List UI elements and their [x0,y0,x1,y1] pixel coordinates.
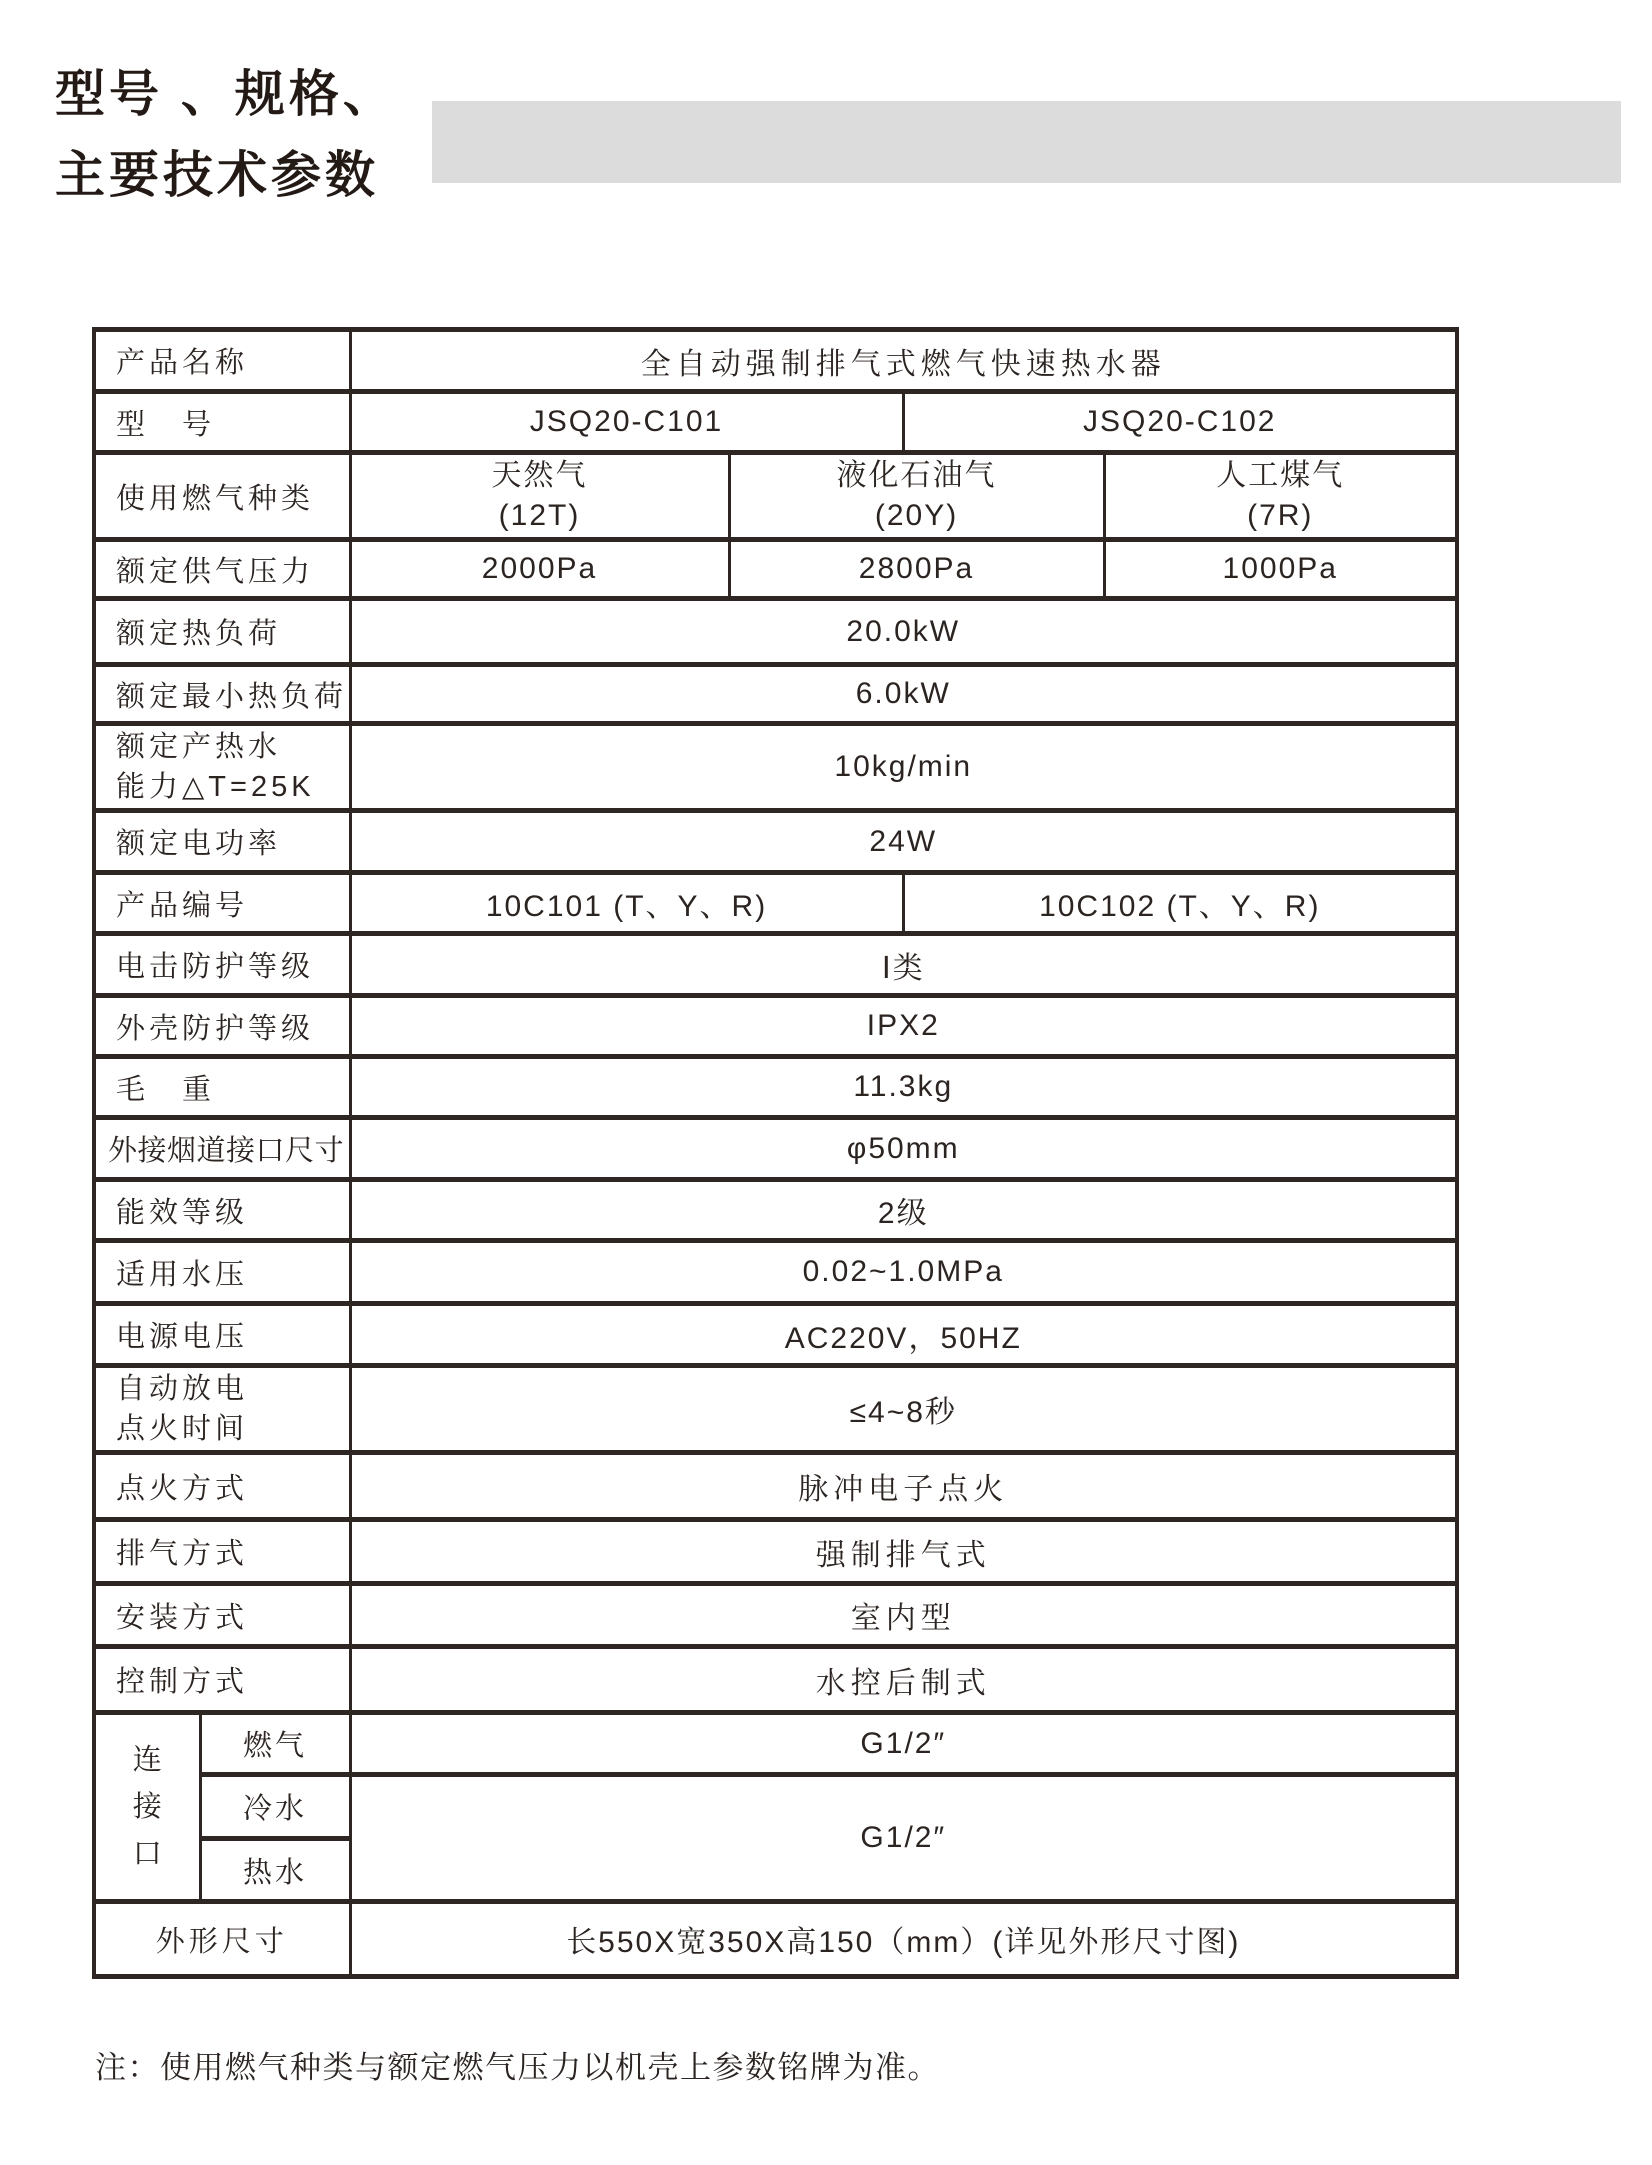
product-code-2: 10C102 (T、Y、R) [903,873,1457,934]
row-ignition-mode [94,1453,1457,1520]
ignition-mode-value: 脉冲电子点火 [350,1453,1457,1520]
shock-protection-label: 电击防护等级 [94,934,350,996]
page-title-line1: 型号 、规格、 [55,66,397,122]
row-energy-efficiency [94,1180,1457,1241]
row-control-mode [94,1647,1457,1713]
row-electric-power [94,811,1457,873]
gross-weight-value: 11.3kg [350,1057,1457,1118]
page-title-line2: 主要技术参数 [55,147,379,203]
row-dimensions [94,1902,1457,1977]
gas-type-coal: 人工煤气 (7R) [1104,453,1457,540]
model-label: 型 号 [94,392,350,453]
row-hot-water-capacity [94,724,1457,811]
gas-type-natural: 天然气 (12T) [350,453,729,540]
row-water-pressure [94,1241,1457,1304]
row-gas-type [94,453,1457,540]
page-title [55,54,397,216]
flue-size-value: φ50mm [350,1118,1457,1180]
connection-cold-label: 冷水 [200,1775,350,1839]
gas-type-label: 使用燃气种类 [94,453,350,540]
row-heat-load [94,599,1457,665]
installation-value: 室内型 [350,1584,1457,1647]
enclosure-protection-label: 外壳防护等级 [94,996,350,1057]
connection-hot-label: 热水 [200,1839,350,1902]
connections-label: 连 接 口 [94,1713,200,1902]
electric-power-value: 24W [350,811,1457,873]
ignition-mode-label: 点火方式 [94,1453,350,1520]
enclosure-protection-value: IPX2 [350,996,1457,1057]
row-min-heat-load [94,665,1457,724]
model-value-1: JSQ20-C101 [350,392,903,453]
row-enclosure-protection [94,996,1457,1057]
row-model [94,392,1457,453]
gas-pressure-label: 额定供气压力 [94,540,350,599]
exhaust-mode-value: 强制排气式 [350,1520,1457,1584]
row-gross-weight [94,1057,1457,1118]
exhaust-mode-label: 排气方式 [94,1520,350,1584]
dimensions-label: 外形尺寸 [94,1902,350,1977]
product-name-label: 产品名称 [94,330,350,392]
row-flue-size [94,1118,1457,1180]
flue-size-label: 外接烟道接口尺寸 [94,1118,350,1180]
product-name-value: 全自动强制排气式燃气快速热水器 [350,330,1457,392]
min-heat-load-value: 6.0kW [350,665,1457,724]
gas-type-lpg: 液化石油气 (20Y) [729,453,1104,540]
row-shock-protection [94,934,1457,996]
row-gas-pressure [94,540,1457,599]
row-power-supply [94,1304,1457,1366]
gross-weight-label: 毛 重 [94,1057,350,1118]
connection-gas-value: G1/2″ [350,1713,1457,1775]
installation-label: 安装方式 [94,1584,350,1647]
gas-pressure-natural: 2000Pa [350,540,729,599]
product-code-label: 产品编号 [94,873,350,934]
control-mode-value: 水控后制式 [350,1647,1457,1713]
spec-table [92,327,1459,1979]
title-accent-bar [432,101,1621,183]
row-installation [94,1584,1457,1647]
min-heat-load-label: 额定最小热负荷 [94,665,350,724]
row-exhaust-mode [94,1520,1457,1584]
hot-water-capacity-value: 10kg/min [350,724,1457,811]
row-product-name [94,330,1457,392]
energy-efficiency-value: 2级 [350,1180,1457,1241]
control-mode-label: 控制方式 [94,1647,350,1713]
power-supply-value: AC220V，50HZ [350,1304,1457,1366]
ignition-time-value: ≤4~8秒 [350,1366,1457,1453]
power-supply-label: 电源电压 [94,1304,350,1366]
connection-gas-label: 燃气 [200,1713,350,1775]
energy-efficiency-label: 能效等级 [94,1180,350,1241]
shock-protection-value: Ⅰ类 [350,934,1457,996]
model-value-2: JSQ20-C102 [903,392,1457,453]
row-product-code [94,873,1457,934]
electric-power-label: 额定电功率 [94,811,350,873]
gas-pressure-lpg: 2800Pa [729,540,1104,599]
water-pressure-value: 0.02~1.0MPa [350,1241,1457,1304]
connection-water-value: G1/2″ [350,1775,1457,1902]
row-ignition-time [94,1366,1457,1453]
footnote: 注：使用燃气种类与额定燃气压力以机壳上参数铭牌为准。 [95,2050,940,2085]
hot-water-capacity-label: 额定产热水 能力△T=25K [94,724,350,811]
ignition-time-label: 自动放电 点火时间 [94,1366,350,1453]
gas-pressure-coal: 1000Pa [1104,540,1457,599]
product-code-1: 10C101 (T、Y、R) [350,873,903,934]
heat-load-value: 20.0kW [350,599,1457,665]
row-connection-cold [94,1775,1457,1839]
dimensions-value: 长550X宽350X高150（mm）(详见外形尺寸图) [350,1902,1457,1977]
water-pressure-label: 适用水压 [94,1241,350,1304]
heat-load-label: 额定热负荷 [94,599,350,665]
row-connection-gas [94,1713,1457,1775]
